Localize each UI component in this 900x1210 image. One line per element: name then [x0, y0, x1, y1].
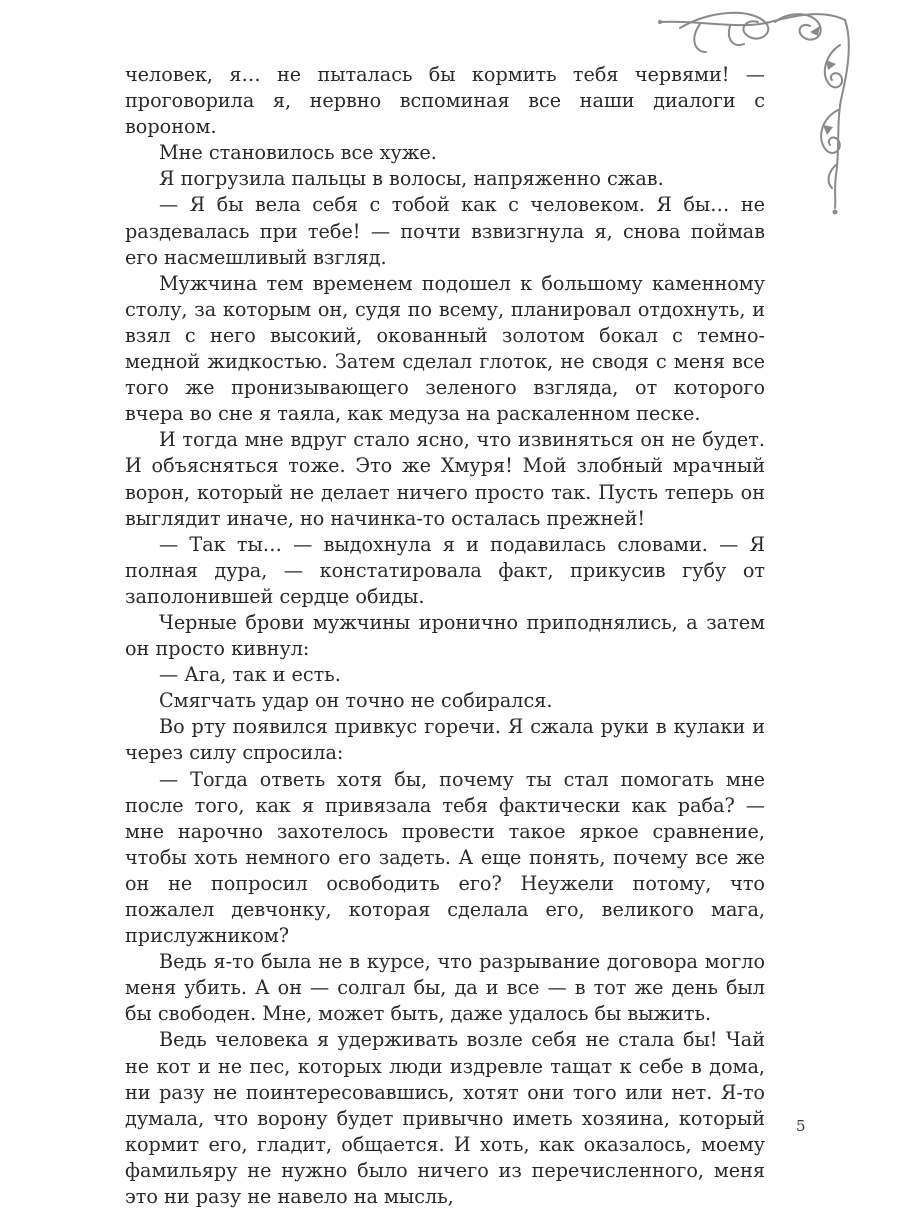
paragraph: Черные брови мужчины иронично приподнялись, а затем он просто кивнул: [125, 610, 765, 661]
paragraph: Ведь человека я удерживать возле себя не стала бы! Чай не кот и не пес, которых люди издревле тащат к себе в дома, ни разу не поинтересовавшись, хотят они того или нет. Я-то думала, что ворону будет привычно иметь хозяина, который кормит его, гладит, общается. И хоть, как оказалось, моему фамильяру не нужно было ничего из перечисленного, меня это ни разу не навело на мысль, [125, 1028, 765, 1209]
paragraph: Смягчать удар он точно не собирался. [159, 689, 553, 713]
paragraph: — Я бы вела себя с тобой как с человеком. Я бы… не раздевалась при тебе! — почти взвизгнула я, снова поймав его насмешливый взгляд. [125, 193, 765, 269]
paragraph: Мужчина тем временем подошел к большому каменному столу, за которым он, судя по всему, планировал отдохнуть, и взял с него высокий, окованный золотом бокал с темно-медной жидкостью. Затем сделал глоток, не сводя с меня все того же пронизывающего зеленого взгляда, от которого вчера во сне я таяла, как медуза на раскаленном песке. [125, 271, 765, 426]
paragraph: Ведь я-то была не в курсе, что разрывание договора могло меня убить. А он — солгал бы, да и все — в тот же день был бы свободен. Мне, может быть, даже удалось бы выжить. [125, 950, 765, 1026]
paragraph: Я погрузила пальцы в волосы, напряженно сжав. [159, 167, 664, 191]
body-text [125, 62, 765, 1210]
paragraph: И тогда мне вдруг стало ясно, что извиняться он не будет. И объясняться тоже. Это же Хмуря! Мой злобный мрачный ворон, который не делает ничего просто так. Пусть теперь он выглядит иначе, но начинка-то осталась прежней! [125, 428, 765, 530]
paragraph: Во рту появился привкус горечи. Я сжала руки в кулаки и через силу спросила: [125, 715, 765, 765]
paragraph: — Ага, так и есть. [159, 663, 341, 687]
paragraph: человек, я… не пыталась бы кормить тебя червями! — проговорила я, нервно вспоминая все наши диалоги с вороном. [125, 63, 765, 139]
paragraph: — Тогда ответь хотя бы, почему ты стал помогать мне после того, как я привязала тебя фактически как раба? — мне нарочно захотелось провести такое яркое сравнение, чтобы хоть немного его задеть. А еще понять, почему все же он не попросил освободить его? Неужели потому, что пожалел девчонку, которая сделала его, великого мага, прислужником? [125, 767, 765, 948]
paragraph: Мне становилось все хуже. [159, 141, 437, 165]
page-number: 5 [796, 1117, 806, 1135]
paragraph: — Так ты… — выдохнула я и подавилась словами. — Я полная дура, — констатировала факт, прикусив губу от заполонившей сердце обиды. [125, 532, 765, 608]
